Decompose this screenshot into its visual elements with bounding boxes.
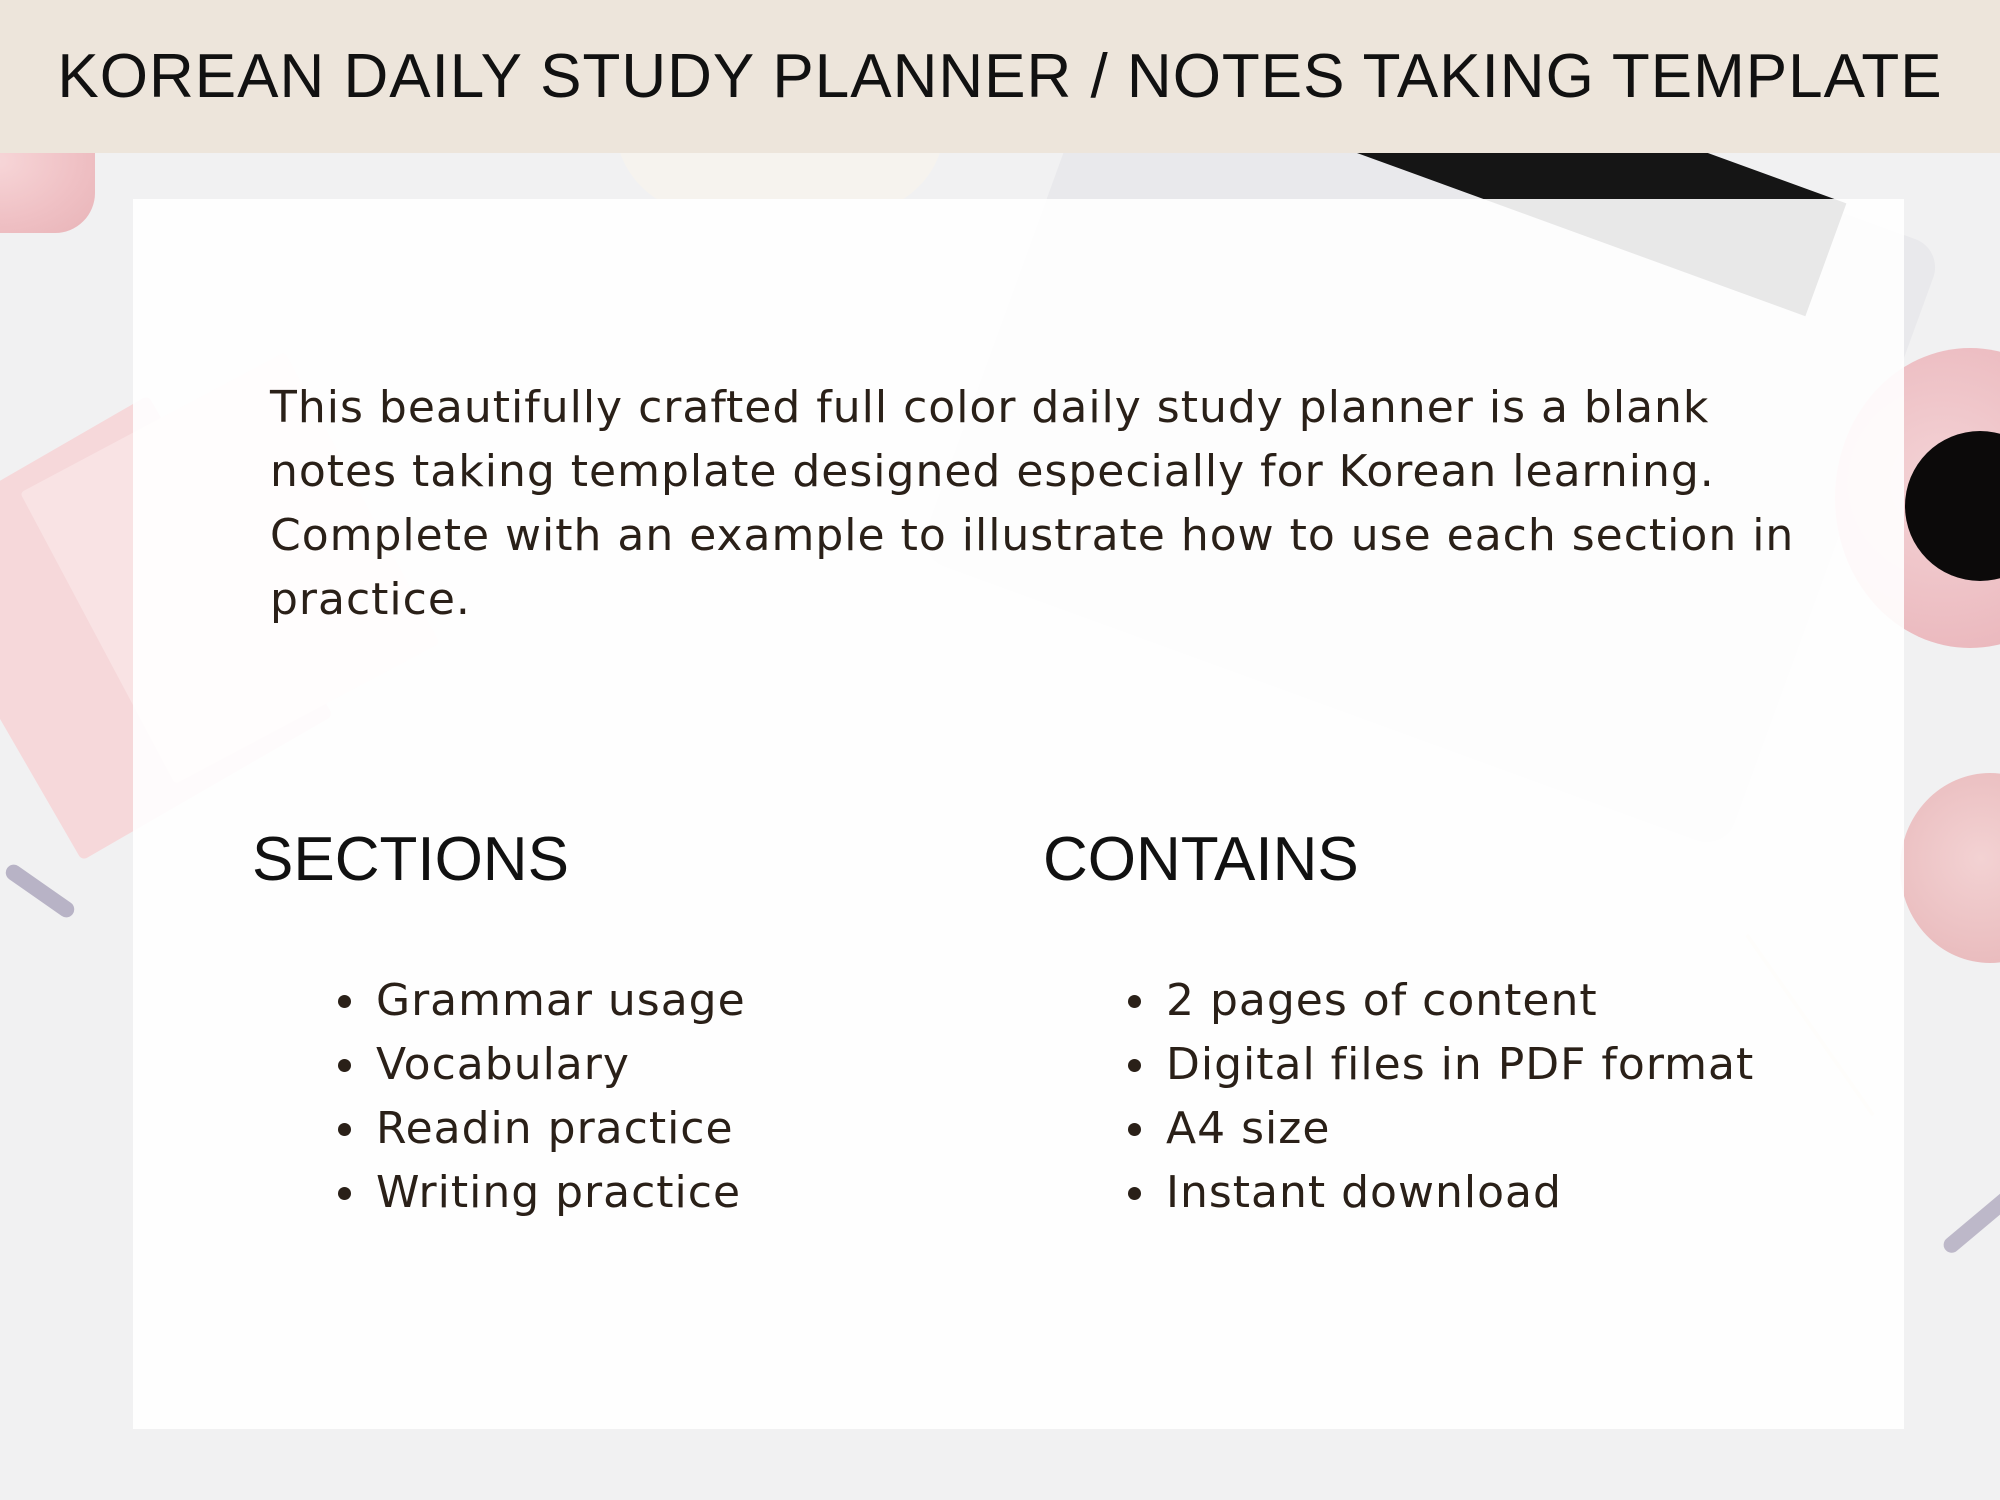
lavender-sprig xyxy=(3,862,78,921)
list-item: Readin practice xyxy=(338,1097,746,1161)
pink-bowl xyxy=(1900,773,2000,963)
list-item: Digital files in PDF format xyxy=(1128,1033,1754,1097)
contains-list xyxy=(1128,969,1754,1225)
product-description: This beautifully crafted full color daily study planner is a blank notes taking template designed especially for Korean learning. Complete with an example to illustrate how to use each section in practice. xyxy=(270,382,1795,625)
contains-heading: CONTAINS xyxy=(1043,825,1359,894)
list-item: Instant download xyxy=(1128,1161,1754,1225)
sections-list xyxy=(338,969,746,1225)
sections-heading: SECTIONS xyxy=(252,825,569,894)
header-banner xyxy=(0,0,2000,153)
list-item: 2 pages of content xyxy=(1128,969,1754,1033)
page-title: KOREAN DAILY STUDY PLANNER / NOTES TAKING TEMPLATE xyxy=(57,42,1943,111)
content-card xyxy=(133,199,1904,1429)
list-item: A4 size xyxy=(1128,1097,1754,1161)
lavender-sprig xyxy=(1940,1186,2000,1256)
pink-jar xyxy=(0,153,95,233)
list-item: Grammar usage xyxy=(338,969,746,1033)
list-item: Vocabulary xyxy=(338,1033,746,1097)
list-item: Writing practice xyxy=(338,1161,746,1225)
